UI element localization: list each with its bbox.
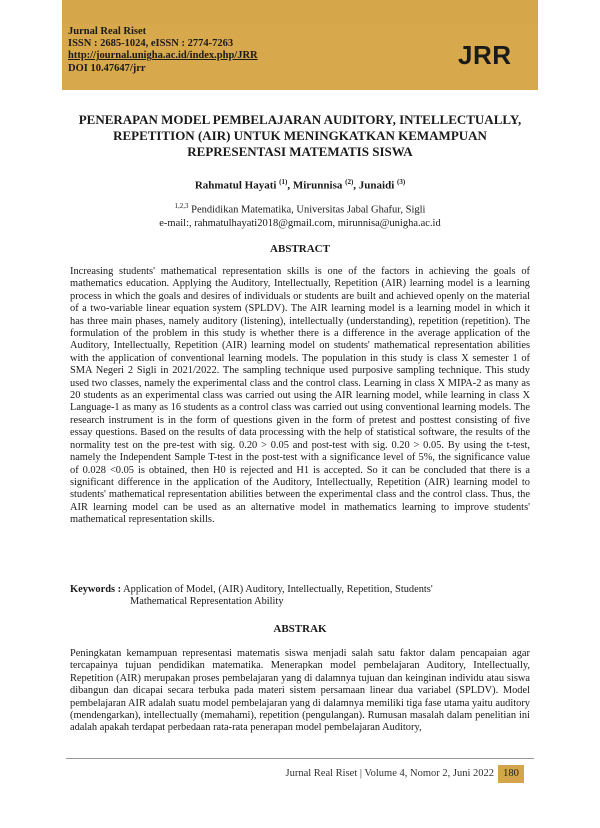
keywords-line: Mathematical Representation Ability bbox=[130, 596, 284, 608]
journal-logo: JRR bbox=[458, 40, 512, 70]
author-name: Rahmatul Hayati bbox=[194, 179, 277, 192]
author-index: (3) bbox=[397, 178, 406, 186]
author-list: Rahmatul Hayati $^{(1)}$, Mirunnisa $^{(2)}$, Junaidi $^{(3)}$ bbox=[194, 178, 406, 192]
journal-doi: DOI 10.47647/jrr bbox=[68, 62, 146, 74]
author-emails: e-mail:, rahmatulhayati2018@gmail.com, mirunnisa@unigha.ac.id bbox=[159, 217, 441, 229]
journal-name: Jurnal Real Riset bbox=[68, 26, 147, 37]
journal-url-link[interactable]: http://journal.unigha.ac.id/index.php/JRR bbox=[68, 50, 258, 62]
abstrak-body: Peningkatan kemampuan representasi matematis siswa menjadi salah satu faktor dalam pencapaian agar tercapainya tujuan pendidikan matematika. Menerapkan model pembelajaran Auditory, Intellectually, Repetition (AIR) merupakan proses pembelajaran yang di dalamnya tujuan dan keinginan individu atau siswa dibangun dan dicapai secara terbuka pada materi sistem persamaan linear dua variabel (SPLDV). Model pembelajaran AIR adalah suatu model pembelajaran yang di dalamnya memiliki tiga fase utama yaitu auditory (mendengarkan), intellectually (memahami), repetition (pengulangan). Rumusan masalah dalam penelitian ini adalah apakah terdapat perbedaan rata-rata penerapan model pembelajaran Auditory, bbox=[70, 648, 530, 734]
author-index: (2) bbox=[345, 178, 354, 186]
affiliation-index: 1,2,3 bbox=[174, 202, 189, 210]
author-name: Mirunnisa bbox=[292, 179, 343, 192]
journal-info bbox=[68, 26, 258, 75]
affiliation-line: Pendidikan Matematika, Universitas Jabal Ghafur, Sigli bbox=[191, 204, 426, 216]
footer-citation: Jurnal Real Riset | Volume 4, Nomor 2, Juni 2022 bbox=[285, 768, 494, 779]
keywords-label: Keywords : bbox=[70, 584, 122, 595]
page-footer bbox=[180, 764, 500, 784]
footer-divider bbox=[66, 758, 534, 759]
keywords bbox=[70, 584, 530, 609]
author-name: Junaidi bbox=[358, 179, 395, 192]
abstrak-heading: ABSTRAK bbox=[273, 623, 327, 635]
affiliation bbox=[70, 200, 530, 230]
author-index: (1) bbox=[279, 178, 288, 186]
abstract-body: Increasing students' mathematical representation skills is one of the factors in achieving the goals of mathematics education. Applying the Auditory, Intellectually, Repetition (AIR) learning model is a learning process in which the goals and desires of individuals or students are built and achieved openly on the material of a two-variable linear equation system (SPLDV). The AIR learning model is a learning model in which it has three main phases, namely auditory (listening), intellectually (understanding), repetition (repetition). The formulation of the problem in this study is whether there is a difference in the average application of the Auditory, Intellectually, Repetition (AIR) learning model on students' mathematical representation abilities with the application of conventional learning models. The population in this study is class X semester 1 of SMA Negeri 2 Sigli in 2021/2022. The sampling technique used purposive sampling technique. This study used two classes, namely the experimental class and the control class. Learning in class X MIPA-2 as many as 20 students as an experimental class was carried out using the AIR learning model, while learning in class X Language-1 as many as 16 students as a control class was carried out using conventional learning models. The research instrument is in the form of questions given in the form of pretest and posttest consisting of five essay questions. Based on the results of data processing with the help of statistical software, the results of the normality test on the pre-test with sig. 0.20 > 0.05 and post-test with sig. 0.20 > 0.05. By using the t-test, namely the Independent Sample T-test in the post-test with a significance level of 5%, the significance value of 0.028 <0.05 is obtained, then H0 is rejected and H1 is accepted. So it can be concluded that there is a significant difference in the application of the Auditory, Intellectually, Repetition (AIR) learning model to students' mathematical representation abilities between the experimental class and the control class. Thus, the AIR learning model can be used as an alternative model in mathematics learning to improve students' mathematical representation skills. bbox=[70, 266, 530, 526]
keywords-line: Application of Model, (AIR) Auditory, Intellectually, Repetition, Students' bbox=[123, 584, 433, 595]
header-band-top bbox=[62, 0, 538, 24]
paper-title: PENERAPAN MODEL PEMBELAJARAN AUDITORY, INTELLECTUALLY, REPETITION (AIR) UNTUK MENINGKATKAN KEMAMPUAN REPRESENTASI MATEMATIS SISWA bbox=[78, 112, 522, 159]
page-number: 180 bbox=[498, 765, 524, 783]
journal-issn: ISSN : 2685-1024, eISSN : 2774-7263 bbox=[68, 38, 234, 50]
journal-header bbox=[62, 0, 538, 90]
abstract-heading: ABSTRACT bbox=[270, 243, 330, 255]
